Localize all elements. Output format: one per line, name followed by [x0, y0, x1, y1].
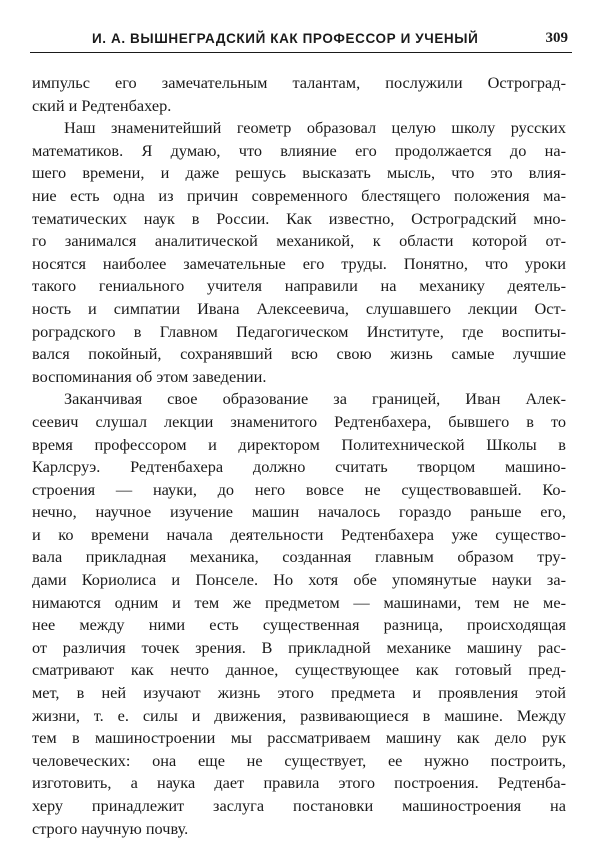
text-line: нимаются одним и тем же предметом — машинами, тем не ме-	[32, 592, 566, 612]
text-line: жизни, т. е. силы и движения, развивающиеся в машине. Между	[32, 705, 566, 725]
text-line: сеевич слушал лекции знаменитого Редтенбахера, бывшего в то	[32, 411, 566, 431]
text-line: тематических наук в России. Как известно, Остроградский мно-	[32, 208, 566, 228]
text-line: носятся наиболее замечательные его труды. Понятно, что уроки	[32, 253, 566, 273]
body-text	[32, 72, 566, 840]
text-line: мет, в ней изучают жизнь этого предмета и проявления этой	[32, 683, 566, 703]
paragraph-first-line: Наш знаменитейший геометр образовал целую школу русских	[64, 118, 566, 138]
text-line: изготовить, а наука дает правила этого построения. Редтенба-	[32, 773, 566, 793]
running-head	[30, 28, 572, 53]
text-line: го занимался аналитической механикой, к области которой от-	[32, 231, 566, 251]
text-line: вала прикладная механика, созданная главным образом тру-	[32, 547, 566, 567]
text-line: импульс его замечательным талантам, послужили Остроград-	[32, 73, 566, 92]
text-line: нее между ними есть существенная разница, происходящая	[32, 615, 566, 635]
text-line: строения — науки, до него вовсе не существовавшей. Ко-	[32, 479, 566, 499]
text-line: и ко времени начала деятельности Редтенбахера уже существо-	[32, 524, 566, 544]
text-line: человеческих: она еще не существует, ее нужно построить,	[32, 750, 566, 770]
text-line: нечно, научное изучение машин началось гораздо раньше его,	[32, 502, 566, 522]
text-line: шего времени, и даже решусь высказать мысль, что это влия-	[32, 163, 566, 183]
text-line: вался покойный, сохранявший всю свою жизнь самые лучшие	[32, 344, 566, 364]
text-line: херу принадлежит заслуга постановки машиностроения на	[32, 796, 566, 815]
text-line: воспоминания об этом заведении.	[32, 366, 267, 386]
text-line: ность и симпатии Ивана Алексеевича, слушавшего лекции Ост-	[32, 298, 566, 318]
running-title: И. А. ВЫШНЕГРАДСКИЙ КАК ПРОФЕССОР И УЧЕНЫЙ	[92, 31, 479, 46]
text-line: математиков. Я думаю, что влияние его продолжается до на-	[32, 140, 566, 160]
text-line: ский и Редтенбахер.	[32, 95, 172, 115]
text-line: от различия точек зрения. В прикладной механике машину рас-	[32, 637, 566, 657]
text-line: роградского в Главном Педагогическом Институте, где воспиты-	[32, 321, 566, 341]
text-line: время профессором и директором Политехнической Школы в	[32, 434, 566, 454]
text-line: тем в машиностроении мы рассматриваем машину как дело рук	[32, 728, 566, 748]
text-line: дами Кориолиса и Понселе. Но хотя обе упомянутые науки за-	[32, 570, 566, 590]
text-line: Карлсруэ. Редтенбахера должно считать творцом машино-	[32, 457, 566, 477]
text-line: такого гениального учителя направили на механику деятель-	[32, 276, 566, 296]
text-line: сматривают как нечто данное, существующее как готовый пред-	[32, 660, 566, 680]
paragraph-first-line: Заканчивая свое образование за границей, Иван Алек-	[64, 389, 566, 409]
text-line: строго научную почву.	[32, 818, 189, 838]
text-line: ние есть одна из причин современного блестящего положения ма-	[32, 185, 566, 205]
page-number: 309	[545, 30, 568, 46]
